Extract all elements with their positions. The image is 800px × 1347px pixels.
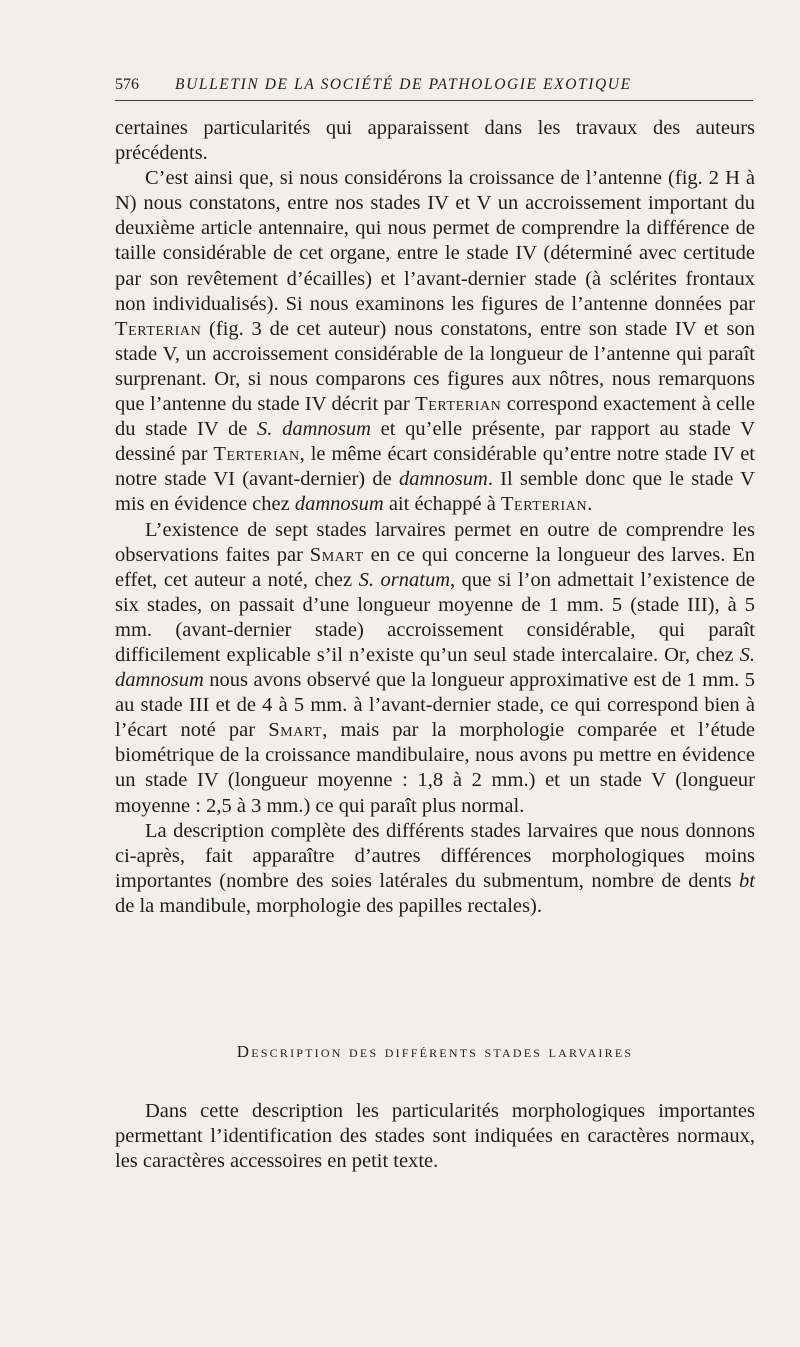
- text-run: , le même écart considérable qu’entre notre stade IV et notre stade VI (avant-dernier) de: [115, 443, 755, 491]
- paragraph-larval-length: [115, 518, 755, 819]
- author-name: Terterian: [115, 317, 202, 340]
- body-text: [115, 116, 755, 919]
- paragraph-antenna: [115, 166, 755, 517]
- description-intro: [115, 1099, 755, 1174]
- text-run: en ce qui concerne la longueur des larves. En effet, cet auteur a noté, chez: [115, 543, 755, 591]
- page-header: [115, 72, 753, 101]
- paragraph-continued: [115, 116, 755, 166]
- text-run: et qu’elle présente, par rapport au stade V dessiné par: [115, 418, 755, 466]
- species-name: damnosum: [398, 468, 488, 491]
- species-name: S. damnosum: [257, 418, 371, 441]
- species-name: bt: [739, 869, 755, 892]
- text-run: ait échappé à: [383, 493, 501, 516]
- species-name: damnosum: [294, 493, 384, 516]
- text-run: .: [587, 493, 593, 516]
- text-run: correspond exactement à celle du stade IV de: [115, 393, 755, 441]
- running-title: BULLETIN DE LA SOCIÉTÉ DE PATHOLOGIE EXOTIQUE: [175, 76, 632, 93]
- author-name: Terterian: [415, 393, 502, 416]
- text-run: La description complète des différents stades larvaires que nous donnons ci-après, fait apparaître d’autres différences morphologiques moins importantes (nombre des soies latérales du submentum, nombre de dents: [115, 819, 755, 892]
- text-run: nous avons observé que la longueur approximative est de 1 mm. 5 au stade III et de 4 à 5 mm. à l’avant-dernier stade, ce qui correspond bien à l’écart noté par: [115, 669, 755, 742]
- author-name: Smart: [309, 543, 364, 566]
- text-run: L’existence de sept stades larvaires permet en outre de comprendre les observations faites par: [115, 518, 755, 566]
- species-name: S. damnosum: [115, 643, 755, 692]
- species-name: S. ornatum: [358, 568, 451, 591]
- author-name: Terterian: [500, 493, 588, 516]
- text-run: certaines particularités qui apparaissent dans les travaux des auteurs précédents.: [115, 117, 755, 165]
- text-run: , mais par la morphologie comparée et l’étude biométrique de la croissance mandibulaire, nous avons pu mettre en évidence un stade IV (longueur moyenne : 1,8 à 2 mm.) et un stade V (longueur moyenne : 2,5 à 3 mm.) ce qui paraît plus normal.: [115, 719, 756, 817]
- text-run: , que si l’on admettait l’existence de six stades, on passait d’une longueur moyenne de 1 mm. 5 (stade III), à 5 mm. (avant-dernier stade) accroissement considérable, qui paraît difficilement explicable s’il n’existe qu’un seul stade intercalaire. Or, chez: [115, 568, 755, 666]
- text-run: Dans cette description les particularités morphologiques importantes permettant l’identification des stades sont indiquées en caractères normaux, les caractères accessoires en petit texte.: [115, 1100, 755, 1173]
- text-run: . Il semble donc que le stade V mis en évidence chez: [115, 468, 755, 516]
- author-name: Smart: [268, 719, 323, 742]
- text-run: C’est ainsi que, si nous considérons la croissance de l’antenne (fig. 2 H à N) nous constatons, entre nos stades IV et V un accroissement important du deuxième article antennaire, qui nous permet de comprendre la différence de taille considérable de cet organe, entre le stade IV (déterminé avec certitude par son revêtement d’écailles) et l’avant-dernier stade (à sclérites frontaux non individualisés). Si nous examinons les figures de l’antenne données par: [115, 167, 755, 315]
- text-run: (fig. 3 de cet auteur) nous constatons, entre son stade IV et son stade V, un accroissement considérable de la longueur de l’antenne qui paraît surprenant. Or, si nous comparons ces figures aux nôtres, nous remarquons que l’antenne du stade IV décrit par: [115, 317, 755, 416]
- paragraph-description: [115, 1099, 755, 1174]
- text-run: de la mandibule, morphologie des papilles rectales).: [115, 894, 542, 917]
- page-number: 576: [115, 76, 139, 93]
- paragraph-morphology: [115, 819, 755, 919]
- section-heading: Description des différents stades larvaires: [236, 1042, 634, 1061]
- author-name: Terterian: [213, 443, 300, 466]
